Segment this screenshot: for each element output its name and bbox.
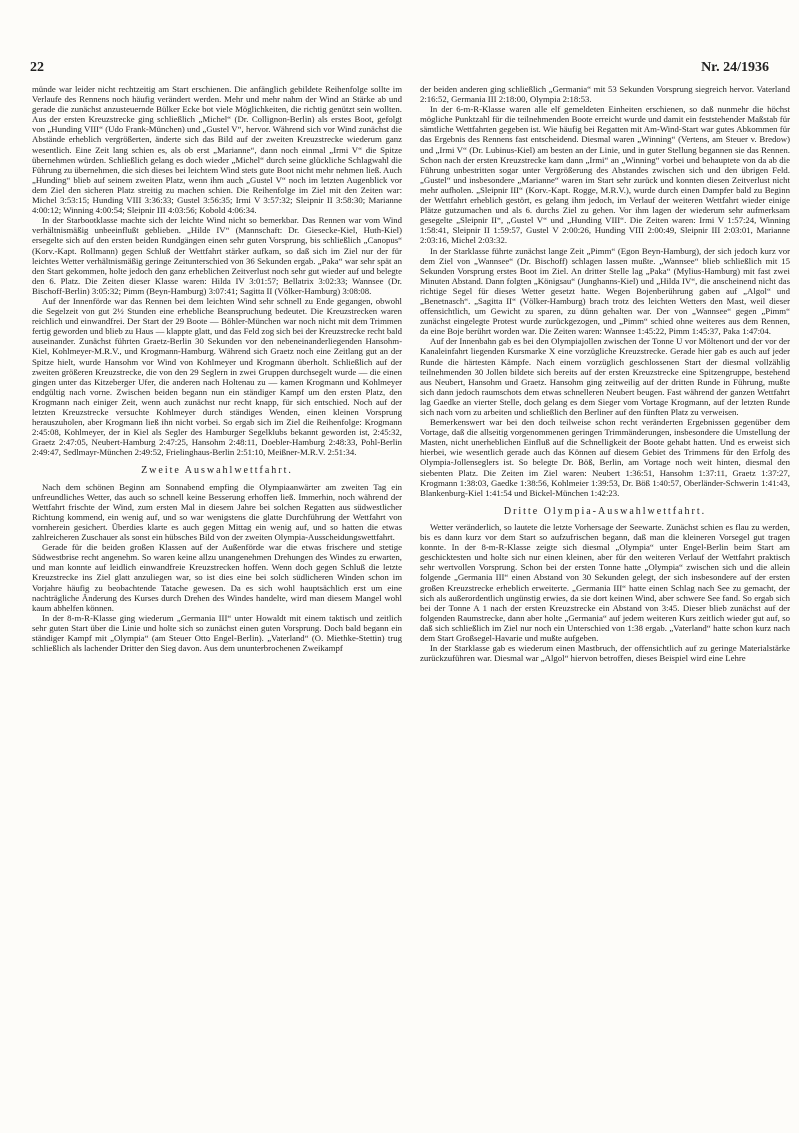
paragraph: In der 8-m-R-Klasse ging wiederum „Germania III“ unter Howaldt mit einem taktisch und zeitlich sehr guten Start über die Linie und holte sich so zunächst einen guten Vorsprung. Doch bald begann ein ständiger Kampf mit „Olympia“ (am Steuer Otto Engel-Berlin). „Vaterland“ (O. Miethke-Stettin) trug schließlich als lachender Dritter den Sieg davon. Aus dem ununterbrochenen Zweikampf [32,612,402,654]
paragraph: Auf der Innenbahn gab es bei den Olympiajollen zwischen der Tonne U vor Möltenort und der vor der Kanaleinfahrt liegenden Kursmarke X eine vorzügliche Kreuzstrecke. Gerade hier gab es auch auf jeder Runde die härtesten Kämpfe. Nach einem vorzüglich geschlossenen Start der diesmal vollzählig teilnehmenden 30 Jollen bildete sich bereits auf der ersten Kreuzstrecke eine Spitzengruppe, bestehend aus Neubert, Hansohm und Graetz. Hansohm ging zeitweilig auf der dritten Runde in Führung, mußte sich dann jedoch raumschots dem etwas schnelleren Neubert beugen. Fast während der ganzen Wettfahrt lag Gaedke an vierter Stelle, doch gelang es dem Sieger vom Vortage Krogmann, auf der letzten Runde sich nach vorn zu arbeiten und schließlich den Berliner auf den fünften Platz zu verweisen. [420,336,790,417]
paragraph: In der Starklasse führte zunächst lange Zeit „Pimm“ (Egon Beyn-Hamburg), der sich jedoch kurz vor dem Ziel von „Wannsee“ (Dr. Bischoff) schlagen lassen mußte. „Wannsee“ blieb schließlich mit 15 Sekunden Vorsprung erstes Boot im Ziel. An dritter Stelle lag „Paka“ (Mylius-Hamburg) mit fast zwei Minuten Abstand. Dann folgten „Königsau“ (Junghanns-Kiel) und „Hilda IV“, die anscheinend nicht das richtige Segel für dieses Wetter gesetzt hatte. Wegen Bojenberührung gaben auf „Algol“ und „Benetnasch“. „Sagitta II“ (Völker-Hamburg) brach trotz des leichten Wetters den Mast, weil dieser offensichtlich, um Gewicht zu sparen, zu dünn gehalten war. Der von „Wannsee“ gegen „Pimm“ zunächst eingelegte Protest wurde zurückgezogen, und „Pimm“ schied ohne weiteres aus dem Rennen, da eine Boje berührt worden war. Die Zeiten waren: Wannsee 1:45:22, Pimm 1:45:37, Paka 1:47:04. [420,245,790,337]
paragraph: In der Starbootklasse machte sich der leichte Wind nicht so bemerkbar. Das Rennen war vom Wind verhältnismäßig unbeeinflußt geblieben. „Hilde IV“ (Mannschaft: Dr. Giesecke-Kiel, Huth-Kiel) ersegelte sich auf den ersten beiden Rundgängen einen sehr guten Vorsprung, bis schließlich „Canopus“ (Korv.-Kapt. Rollmann) gegen Schluß der Wettfahrt stärker aufkam, so daß sich im Ziel nur der für leichtes Wetter verhältnismäßig geringe Zeitunterschied von 36 Sekunden ergab. „Paka“ war sehr spät an den Start gekommen, holte jedoch den ganz erheblichen Zeitverlust noch sehr gut wieder auf und belegte den 6. Platz. Die Zeiten dieser Klasse waren: Hilda IV 3:01:57; Bellatrix 3:02:33; Wannsee (Dr. Bischoff-Berlin) 3:05:32; Pimm (Beyn-Hamburg) 3:07:41; Sagitta II (Völker-Hamburg) 3:08:08. [32,215,402,296]
paragraph: Wetter veränderlich, so lautete die letzte Vorhersage der Seewarte. Zunächst schien es flau zu werden, bis es dann kurz vor dem Start so aufzufrischen begann, daß man die kleineren Vorsegel gut tragen konnte. In der 8-m-R-Klasse zeigte sich diesmal „Olympia“ unter Engel-Berlin beim Start am geschicktesten und holte sich nur einen kleinen, aber für den weiteren Verlauf der Wettfahrt praktisch sehr wertvollen Vorsprung. Schon bei der ersten Tonne hatte „Olympia“ zwischen sich und die allein folgende „Germania III“ einen Abstand von 30 Sekunden gelegt, der sich insbesondere auf der ersten großen Kreuzstrecke erheblich erweiterte. „Germania III“ hatte einen Schlag nach See zu gemacht, der sich als außerordentlich ungünstig erwies, da sie dort keinen Wind, aber schwere See fand. So ergab sich bei der Tonne A 1 nach der ersten Kreuzstrecke ein Abstand von 3:45. Dieser blieb zunächst auf der folgenden Raumstrecke, dann aber holte „Germania“ auf jedem weiteren Kurs zeitlich wieder gut auf, so daß sich schließlich im Ziel nur noch ein Unterschied von 1:38 ergab. „Vaterland“ hatte schon kurz nach dem Start Großsegel-Havarie und mußte aufgeben. [420,521,790,643]
paragraph: Bemerkenswert war bei den doch teilweise schon recht veränderten Ergebnissen gegenüber dem Vortage, daß die allseitig vorgenommenen geringen Trimmänderungen, insbesondere die Umstellung der Masten, nicht unerheblichen Einfluß auf die Schnelligkeit der Boote gehabt hatten. Und es erweist sich hierbei, wie wesentlich gerade auch das Können auf diesem Gebiet des Trimmens für den Erfolg des Olympia-Jollenseglers ist. So belegte Dr. Böß, Berlin, am Vortage noch weit hinten, diesmal den siebenten Platz. Die Zeiten im Ziel waren: Neubert 1:36:51, Hansohm 1:37:11, Graetz 1:37:27, Krogmann 1:38:03, Gaedke 1:38:56, Kohlmeier 1:39:53, Dr. Böß 1:40:57, Oberländer-Schwerin 1:41:43, Blankenburg-Kiel 1:41:54 und Bickel-München 1:42:23. [420,417,790,498]
paragraph: In der Starklasse gab es wiederum einen Mastbruch, der offensichtlich auf zu geringe Materialstärke zurückzuführen war. Diesmal war „Algol“ hiervon betroffen, dieses Beispiel wird eine Lehre [420,643,790,664]
paragraph: Nach dem schönen Beginn am Sonnabend empfing die Olympiaanwärter am zweiten Tag ein unfreundliches Wetter, das auch so schnell keine Besserung erhoffen ließ. Immerhin, noch während der Wettfahrt frischte der Wind, zum ersten Mal in diesem Jahre bei solchen Regatten aus südwestlicher Richtung kommend, ein wenig auf, und so war wenigstens die glatte Durchführung der Wettfahrt von vornherein gesichert. Überdies klarte es auch gegen Mittag ein wenig auf, und so hatten die etwas zahlreicheren Zuschauer als sonst ein hübsches Bild von der zweiten Olympia-Ausscheidungswettfahrt. [32,481,402,543]
paragraph: In der 6-m-R-Klasse waren alle elf gemeldeten Einheiten erschienen, so daß nunmehr die höchst mögliche Punktzahl für die teilnehmenden Boote erreicht wurde und damit ein feststehender Maßstab für sämtliche Wettfahrten gegeben ist. Wie häufig bei Regatten mit Am-Wind-Start war gutes Abkommen für das Ergebnis des Rennens fast entscheidend. Diesmal waren „Winning“ (Vertens, am Steuer v. Bredow) und „Irmi V“ (Dr. Lubinus-Kiel) am besten an der Linie, und in guter Stellung begannen sie das Rennen. Schon nach der ersten Kreuzstrecke kam dann „Irmi“ an „Winning“ vorbei und behauptete von da ab die Führung unbestritten sogar unter Vergrößerung des Abstandes zwischen sich und den übrigen Feld. „Gustel“ und insbesondere „Marianne“ waren im Start sehr zurück und konnten diesen Zeitverlust nicht mehr aufholen. „Sleipnir III“ (Korv.-Kapt. Rogge, M.R.V.), wurde durch einen Dampfer bald zu Beginn der Wettfahrt erheblich gestört, es gelang ihm jedoch, im Verlauf der weiteren Wettfahrt wieder einige Plätze gutzumachen und als 6. durchs Ziel zu gehen. Vor ihm lagen der wiederum sehr aufmerksam gesegelte „Sleipnir II“, „Gustel V“ und „Hunding VIII“. Die Zeiten waren: Irmi V 1:57:24, Winning 1:58:41, Sleipnir II 1:59:57, Gustel V 2:00:26, Hunding VIII 2:00:49, Sleipnir III 2:03:01, Marianne 2:03:16, Michel 2:03:32. [420,104,790,246]
issue-number: Nr. 24/1936 [701,60,769,75]
paragraph: der beiden anderen ging schließlich „Germania“ mit 53 Sekunden Vorsprung siegreich hervor. Vaterland 2:16:52, Germania III 2:18:00, Olympia 2:18:53. [420,84,790,105]
paragraph: Gerade für die beiden großen Klassen auf der Außenförde war die etwas frischere und stetige Südwestbrise recht angenehm. So waren keine allzu unangenehmen Drehungen des Windes zu erwarten, und man konnte auf leidlich einwandfreie Kreuzstrecken hoffen. Wenn doch gegen Schluß die letzte Kreuzstrecke ins Ziel glatt anzuliegen war, so ist dies eine bei solch südlicheren Winden schon im Vorjahre häufig zu beobachtende Tatache gewesen. Da es sich wohl hauptsächlich erst um eine nachträgliche Änderung des Kurses durch Drehen des Windes handelte, wird man diesem Mangel wohl kaum abhelfen können. [32,542,402,613]
paragraph: münde war leider nicht rechtzeitig am Start erschienen. Die anfänglich gebildete Reihenfolge sollte im Verlaufe des Rennens noch häufig verändert werden. Mehr und mehr nahm der Wind an Stärke ab und gerade die zunächst anzusteuernde Bülker Ecke bot viele Möglichkeiten, die richtig genützt sein wollten. Aus der ersten Kreuzstrecke ging schließlich „Michel“ (Dr. Collignon-Berlin) als erstes Boot, gefolgt von „Hunding VIII“ (Udo Frank-München) und „Gustel V“, hervor. Während sich vor Wind zunächst die Abstände erheblich vergrößerten, änderte sich das Bild auf der zweiten Kreuzstrecke wiederum ganz wesentlich. Eine Zeit lang schien es, als ob erst „Marianne“, dann noch einmal „Irmi V“ die Spitze übernehmen würden. Schließlich gelang es doch wieder „Michel“ durch seine glückliche Schlagwahl die Führung zu übernehmen, die sich dieses bei leichtem Wind stets gute Boot nicht mehr nehmen ließ. Auch „Hunding“ blieb auf seinem zweiten Platz, wenn ihm auch „Gustel V“ noch im letzten Augenblick vor dem Ziel den sicheren Platz streitig zu machen schien. Die Reihenfolge im Ziel mit den Zeiten war: Michel 3:53:15; Hunding VIII 3:36:33; Gustel 3:56:35; Irmi V 3:57:32; Sleipnir II 3:58:30; Marianne 4:00:12; Winning 4:00:54; Sleipnir III 4:03:56; Kobold 4:06:34. [32,84,402,216]
section-heading: Dritte Olympia-Auswahlwettfahrt. [503,505,707,517]
paragraph: Auf der Innenförde war das Rennen bei dem leichten Wind sehr schnell zu Ende gegangen, obwohl die Segelzeit von gut 2½ Stunden eine erhebliche Beanspruchung bedeutet. Die Kreuzstrecken waren reichlich und einwandfrei. Der Start der 29 Boote — Böhler-München war noch nicht mit dem Trimmen fertig geworden und blieb zu Haus — klappte glatt, und das Feld zog sich bei der Kreuzstrecke recht bald auseinander. Zunächst führten Graetz-Berlin 30 Sekunden vor den nebeneinanderliegenden Hansohm-Kiel, Kohlmeyer-M.R.V., und Krogmann-Hamburg. Während sich Graetz noch eine Zeitlang gut an der Spitze hielt, wurde Hansohm vor Wind von Kohlmeyer und Krogmann überholt. Schließlich auf der zweiten größeren Kreuzstrecke, die von den 29 Seglern in zwei Gruppen durchsegelt wurde — die einen gingen unter das Kitzeberger Ufer, die anderen nach Holtenau zu — kamen Krogmann und Kohlmeyer endgültig nach vorne. Zwischen beiden begann nun ein ständiger Kampf um den ersten Platz, den Krogmann nach einiger Zeit, wenn auch zunächst nur recht knapp, für sich entschied. Noch auf der letzten Kreuzstrecke versuchte Kohlmeyer durch ständiges Wenden, einen kleinen Vorsprung herauszuholen, aber Krogmann ließ ihn nicht vorbei. So ergab sich im Ziel die Reihenfolge: Krogmann 2:45:08, Kohlmeyer, der in Kiel als Segler des Hamburger Segelklubs bekannt geworden ist, 2:45:32, Graetz 2:47:05, Neubert-Hamburg 2:47:25, Hansohm 2:48:11, Doebler-Hamburg 2:48:33, Pohl-Berlin 2:49:47, Sedlmayr-München 2:49:52, Frielinghaus-Berlin 2:51:10, Meißner-M.R.V. 2:51:34. [32,295,402,458]
right-column [420,84,790,1124]
page-number: 22 [30,60,44,75]
page-header [0,60,799,78]
section-heading: Zweite Auswahlwettfahrt. [141,465,293,477]
left-column [32,84,402,1124]
